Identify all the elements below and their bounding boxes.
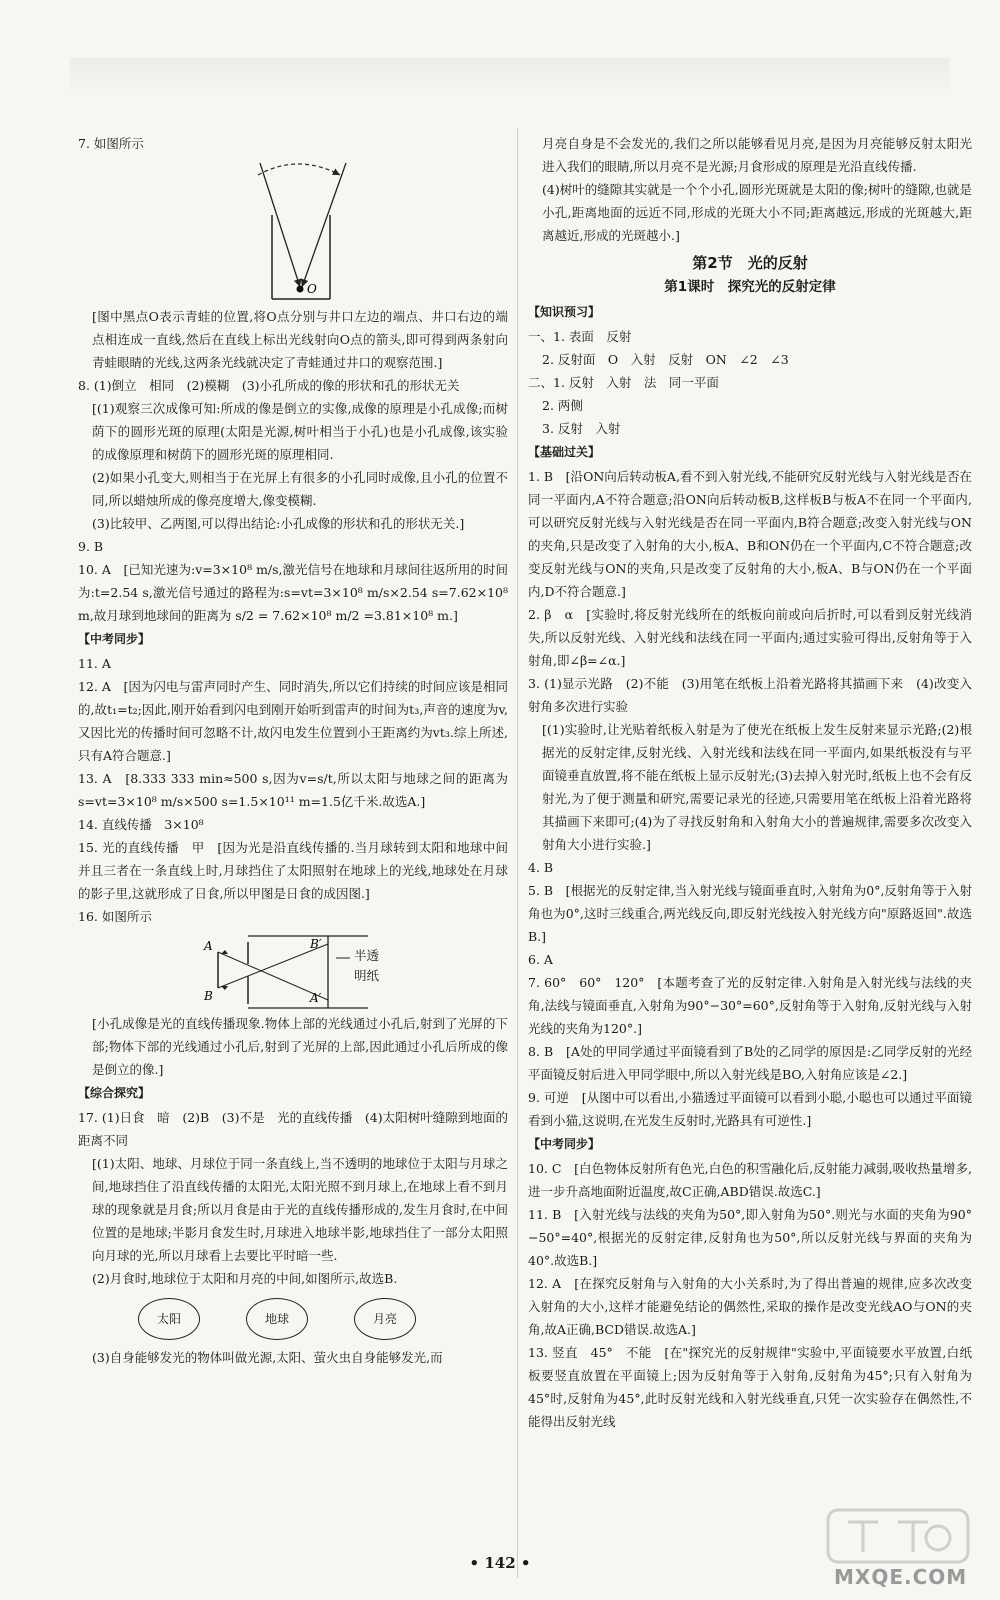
pinhole-diagram [78,928,508,1012]
translucent-paper-label: 半透明纸 [354,948,380,983]
earth-circle: 地球 [246,1298,308,1340]
q13-answer: 13. A [8.333 333 min≈500 s,因为v=s/t,所以太阳与地球之间的距离为s=vt=3×10⁸ m/s×500 s=1.5×10¹¹ m=1.5亿千米.故选A.] [78,771,508,809]
moon-circle: 月亮 [354,1298,416,1340]
preview-2: 2. 反射面 O 入射 反射 ON ∠2 ∠3 [542,352,789,367]
b6-answer: 6. A [528,952,553,967]
q8-explanation-2: (2)如果小孔变大,则相当于在光屏上有很多的小孔同时成像,且小孔的位置不同,所以蜡烛所成的像亮度增大,像变模糊. [92,470,508,508]
c10-answer: 10. C [白色物体反射所有色光,白色的积雪融化后,反射能力减弱,吸收热量增多,进一步升高地面附近温度,故C正确,ABD错误.故选C.] [528,1161,972,1199]
c11-answer: 11. B [入射光线与法线的夹角为50°,即入射角为50°.则光与水面的夹角为90°−50°=40°,根据光的反射定律,反射角也为50°,所以反射光线与界面的夹角为40°.故选B.] [528,1207,972,1268]
b1-answer: 1. B [沿ON向后转动板A,看不到入射光线,不能研究反射光线与入射光线是否在同一平面内,A不符合题意;沿ON向后转动板B,这样板B与板A不在同一个平面内,可以研究反射光线与入射光线是否在同一平面内,B符合题意;改变入射光线与ON的夹角,只是改变了入射角的大小,板A、B和ON仍在一个平面内,C不符合题意;改变反射光线与ON的夹角,只是改变了反射角的大小,板A、B与ON仍在一个平面内,D不符合题意.] [528,469,972,599]
b3-answer: 3. (1)显示光路 (2)不能 (3)用笔在纸板上沿着光路将其描画下来 (4)改变入射角多次进行实验 [528,676,972,714]
q12-answer: 12. A [因为闪电与雷声同时产生、同时消失,所以它们持续的时间应该是相同的,故t₁=t₂;因此,刚开始看到闪电到刚开始听到雷声的时间为t₃,声音的速度为v,又因比光的传播时间可忽略不计,故闪电发生位置到小王距离约为vt₃.综上所述,只有A符合题意.] [78,679,508,763]
q17-explanation-3: (3)自身能够发光的物体叫做光源,太阳、萤火虫自身能够发光,而 [92,1350,443,1365]
q7-explanation: [图中黑点O表示青蛙的位置,将O点分别与井口左边的端点、井口右边的端点相连成一直线,然后在直线上标出光线射向O点的箭头,即可得到两条射向青蛙眼睛的光线,这两条光线就决定了青蛙通过井口的观察范围.] [92,309,508,370]
q15-answer: 15. 光的直线传播 甲 [因为光是沿直线传播的.当月球转到太阳和地球中间并且三者在一条直线上时,月球挡住了太阳照射在地球上的光线,地球处在月球的影子里,这就形成了日食,所以甲图是日食的成因图.] [78,840,508,901]
celestial-bodies-figure [138,1298,508,1340]
q17-explanation-2: (2)月食时,地球位于太阳和月亮的中间,如图所示,故选B. [92,1271,398,1286]
preview-3: 二、1. 反射 入射 法 同一平面 [528,375,719,390]
well-diagram [78,155,508,305]
q11-answer: 11. A [78,656,111,671]
zhongkao-header-right: 【中考同步】 [528,1137,601,1151]
point-a-prime-label: A′ [310,991,322,1005]
well-frog-figure [78,155,508,305]
point-b-label: B [204,989,213,1003]
q16-explanation: [小孔成像是光的直线传播现象.物体上部的光线通过小孔后,射到了光屏的下部;物体下部的光线通过小孔后,射到了光屏的上部,因此通过小孔后所成的像是倒立的像.] [92,1016,508,1077]
q14-answer: 14. 直线传播 3×10⁸ [78,817,204,832]
page-number: • 142 • [469,1554,531,1572]
q17-explanation-1: [(1)太阳、地球、月球位于同一条直线上,当不透明的地球位于太阳与月球之间,地球挡住了沿直线传播的太阳光,太阳光照不到月球上,在地球上看不到月球的现象就是月食;所以月食是由于光的直线传播形成的,发生月食时,在中间位置的是地球;半影月食发生时,月球进入地球半影,地球挡住了一部分太阳照向月球的光,所以月球看上去要比平时暗一些. [92,1156,508,1263]
q16-heading: 16. 如图所示 [78,909,152,924]
basic-header: 【基础过关】 [528,445,601,459]
q9-answer: 9. B [78,539,104,554]
b4-answer: 4. B [528,860,554,875]
b3-explanation: [(1)实验时,让光贴着纸板入射是为了使光在纸板上发生反射来显示光路;(2)根据光的反射定律,反射光线、入射光线和法线在同一平面内,如果纸板没有与平面镜垂直放置,将不能在纸板上显示反射光;(3)去掉入射光时,纸板上也不会有反射光,为了便于测量和研究,需要记录光的径迹,只需要用笔在纸板上沿着光路将其描画下来即可;(4)为了寻找反射角和入射角大小的普遍规律,需要多次改变入射角大小进行实验.] [542,722,972,852]
preview-header: 【知识预习】 [528,305,601,319]
b2-answer: 2. β α [实验时,将反射光线所在的纸板向前或向后折时,可以看到反射光线消失,所以反射光线、入射光线和法线在同一平面内;通过实验可得出,反射角等于入射角,即∠β=∠α.] [528,607,972,668]
sun-circle: 太阳 [138,1298,200,1340]
right-column [528,132,972,1433]
preview-4: 2. 两侧 [542,398,583,413]
q17-continuation-2: (4)树叶的缝隙其实就是一个个小孔,圆形光斑就是太阳的像;树叶的缝隙,也就是小孔,距离地面的远近不同,形成的光斑大小不同;距离越远,形成的光斑越大,距离越近,形成的光斑越小.] [542,182,972,243]
q8-answer: 8. (1)倒立 相同 (2)模糊 (3)小孔所成的像的形状和孔的形状无关 [78,378,460,393]
zhongkao-header: 【中考同步】 [78,632,151,646]
b7-answer: 7. 60° 60° 120° [本题考查了光的反射定律.入射角是入射光线与法线的夹角,法线与镜面垂直,入射角为90°−30°=60°,反射角等于入射角,反射光线与入射光线的夹角为120°.] [528,975,972,1036]
pinhole-figure [78,928,508,1012]
c13-answer: 13. 竖直 45° 不能 [在"探究光的反射规律"实验中,平面镜要水平放置,白纸板要竖直放置在平面镜上;因为反射角等于入射角,反射角为45°;只有入射角为45°时,反射角为45°,此时反射光线和入射光线垂直,只凭一次实验存在偶然性,不能得出反射光线 [528,1345,972,1429]
zonghe-header: 【综合探究】 [78,1086,151,1100]
b9-answer: 9. 可逆 [从图中可以看出,小猫透过平面镜可以看到小聪,小聪也可以通过平面镜看到小猫,这说明,在光发生反射时,光路具有可逆性.] [528,1090,972,1128]
point-a-label: A [204,939,213,953]
svg-text:O: O [307,282,317,296]
q17-answer: 17. (1)日食 暗 (2)B (3)不是 光的直线传播 (4)太阳树叶缝隙到地面的距离不同 [78,1110,508,1148]
watermark-text: MXQE.COM [834,1565,968,1589]
q17-continuation-1: 月亮自身是不会发光的,我们之所以能够看见月亮,是因为月亮能够反射太阳光进入我们的眼睛,所以月亮不是光源;月食形成的原理是光沿直线传播. [542,136,972,174]
lesson-title: 第1课时 探究光的反射定律 [664,279,836,295]
q8-explanation-3: (3)比较甲、乙两图,可以得出结论:小孔成像的形状和孔的形状无关.] [92,516,465,531]
column-divider [517,128,518,1578]
point-b-prime-label: B′ [310,937,322,951]
preview-5: 3. 反射 入射 [542,421,621,436]
section-title: 第2节 光的反射 [692,254,808,272]
scan-shadow [70,58,950,98]
b5-answer: 5. B [根据光的反射定律,当入射光线与镜面垂直时,入射角为0°,反射角等于入射角也为0°,这时三线重合,两光线反向,即反射光线按入射光线方向"原路返回".故选B.] [528,883,972,944]
preview-1: 一、1. 表面 反射 [528,329,632,344]
q10-answer: 10. A [已知光速为:v=3×10⁸ m/s,激光信号在地球和月球间往返所用的时间为:t=2.54 s,激光信号通过的路程为:s=vt=3×10⁸ m/s×2.54 s=7.62×10⁸ m,故月球到地球间的距离为 s/2 = 7.62×10⁸ m/2 =3.81×10⁸ m.] [78,562,508,623]
q8-explanation-1: [(1)观察三次成像可知:所成的像是倒立的实像,成像的原理是小孔成像;而树荫下的圆形光斑的原理(太阳是光源,树叶相当于小孔)也是小孔成像,该实验的成像原理和树荫下的圆形光斑的原理相同. [92,401,508,462]
c12-answer: 12. A [在探究反射角与入射角的大小关系时,为了得出普遍的规律,应多次改变入射角的大小,这样才能避免结论的偶然性,采取的操作是改变光线AO与ON的夹角,故A正确,BCD错误.故选A.] [528,1276,972,1337]
left-column [78,132,508,1369]
b8-answer: 8. B [A处的甲同学通过平面镜看到了B处的乙同学的原因是:乙同学反射的光经平面镜反射后进入甲同学眼中,所以入射光线是BO,入射角应该是∠2.] [528,1044,972,1082]
q7-heading: 7. 如图所示 [78,136,144,151]
